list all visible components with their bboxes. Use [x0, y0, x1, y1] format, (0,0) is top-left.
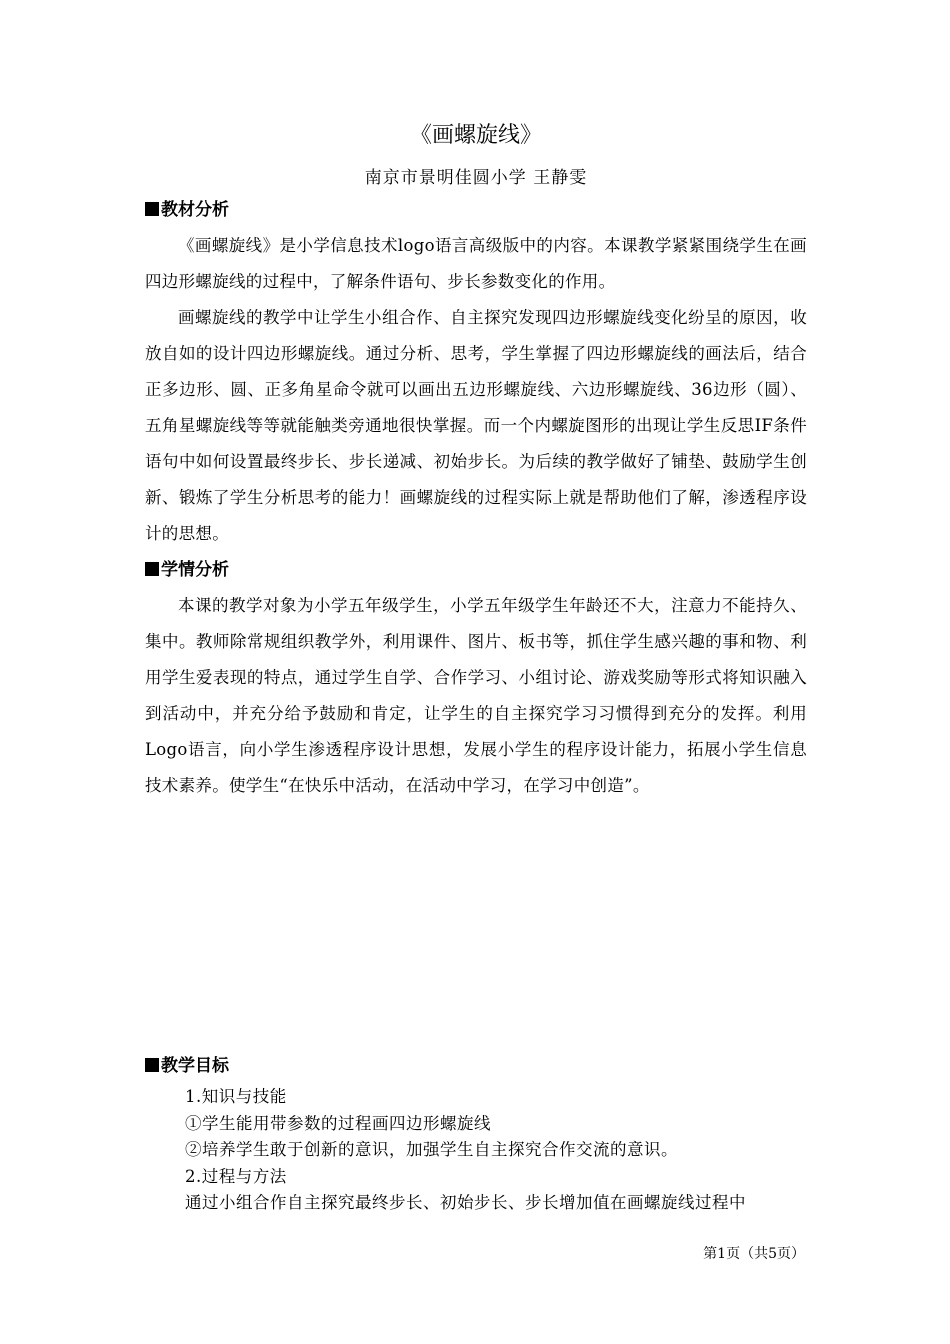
- document-author: 南京市景明佳圆小学 王静雯: [364, 168, 588, 188]
- paragraph: 画螺旋线的教学中让学生小组合作、自主探究发现四边形螺旋线变化纷呈的原因，收放自如的设计四边形螺旋线。通过分析、思考，学生掌握了四边形螺旋线的画法后，结合正多边形、圆、正多角星命令就可以画出五边形螺旋线、六边形螺旋线、36边形（圆）、五角星螺旋线等等就能触类旁通地很快掌握。而一个内螺旋图形的出现让学生反思IF条件语句中如何设置最终步长、步长递减、初始步长。为后续的教学做好了铺垫、鼓励学生创新、锻炼了学生分析思考的能力！画螺旋线的过程实际上就是帮助他们了解，渗透程序设计的思想。: [145, 308, 807, 543]
- section-teaching-objectives: [145, 1050, 807, 1217]
- document-title: 《画螺旋线》: [409, 123, 542, 148]
- section-heading: [145, 1052, 807, 1080]
- section-heading-text: 教材分析: [161, 200, 229, 220]
- black-square-bullet-icon: [145, 202, 159, 216]
- objective-line: ①学生能用带参数的过程画四边形螺旋线: [185, 1113, 491, 1133]
- section-heading: [145, 556, 807, 584]
- section-learner-analysis: [145, 556, 807, 804]
- section-heading-text: 教学目标: [161, 1056, 229, 1076]
- objective-line: ②培养学生敢于创新的意识，加强学生自主探究合作交流的意识。: [185, 1140, 678, 1159]
- objective-line: 2.过程与方法: [185, 1166, 287, 1186]
- section-textbook-analysis: [145, 196, 807, 552]
- objective-line: 1.知识与技能: [185, 1087, 287, 1106]
- paragraph: 本课的教学对象为小学五年级学生，小学五年级学生年龄还不大，注意力不能持久、集中。教师除常规组织教学外，利用课件、图片、板书等，抓住学生感兴趣的事和物、利用学生爱表现的特点，通过学生自学、合作学习、小组讨论、游戏奖励等形式将知识融入到活动中，并充分给予鼓励和肯定，让学生的自主探究学习习惯得到充分的发挥。利用Logo语言，向小学生渗透程序设计思想，发展小学生的程序设计能力，拓展小学生信息技术素养。使学生“在快乐中活动，在活动中学习，在学习中创造”。: [145, 596, 807, 795]
- section-heading-text: 学情分析: [161, 560, 229, 580]
- objective-line: 通过小组合作自主探究最终步长、初始步长、步长增加值在画螺旋线过程中: [185, 1193, 746, 1212]
- black-square-bullet-icon: [145, 562, 159, 576]
- page-number-footer: 第1页（共5页）: [703, 1246, 805, 1262]
- document-page: [145, 118, 807, 1212]
- section-heading: [145, 196, 807, 224]
- black-square-bullet-icon: [145, 1058, 159, 1072]
- paragraph: 《画螺旋线》是小学信息技术logo语言高级版中的内容。本课教学紧紧围绕学生在画四边形螺旋线的过程中，了解条件语句、步长参数变化的作用。: [145, 236, 807, 291]
